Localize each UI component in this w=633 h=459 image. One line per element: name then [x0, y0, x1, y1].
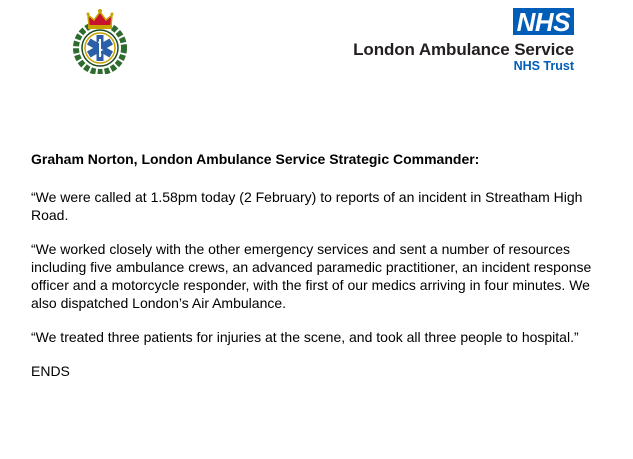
statement-paragraph-1: “We were called at 1.58pm today (2 February) to reports of an incident in Streatham High Road. [31, 189, 583, 223]
organisation-name: London Ambulance Service [353, 40, 574, 59]
statement-ending: ENDS [31, 363, 70, 379]
statement-paragraph-2: “We worked closely with the other emergency services and sent a number of resources including five ambulance crews, an advanced paramedic practitioner, an incident response officer and a motorcycle responder, with the first of our medics arriving in four minutes. We also dispatched London’s Air Ambulance. [31, 241, 592, 311]
nhs-branding [353, 8, 574, 74]
press-statement [31, 150, 601, 396]
crown-crest-icon [68, 8, 132, 74]
statement-heading: Graham Norton, London Ambulance Service Strategic Commander: [31, 151, 480, 167]
organisation-subtitle: NHS Trust [513, 59, 574, 73]
statement-paragraph-3: “We treated three patients for injuries at the scene, and took all three people to hospital.” [31, 329, 579, 345]
nhs-logo: NHS [513, 8, 574, 35]
